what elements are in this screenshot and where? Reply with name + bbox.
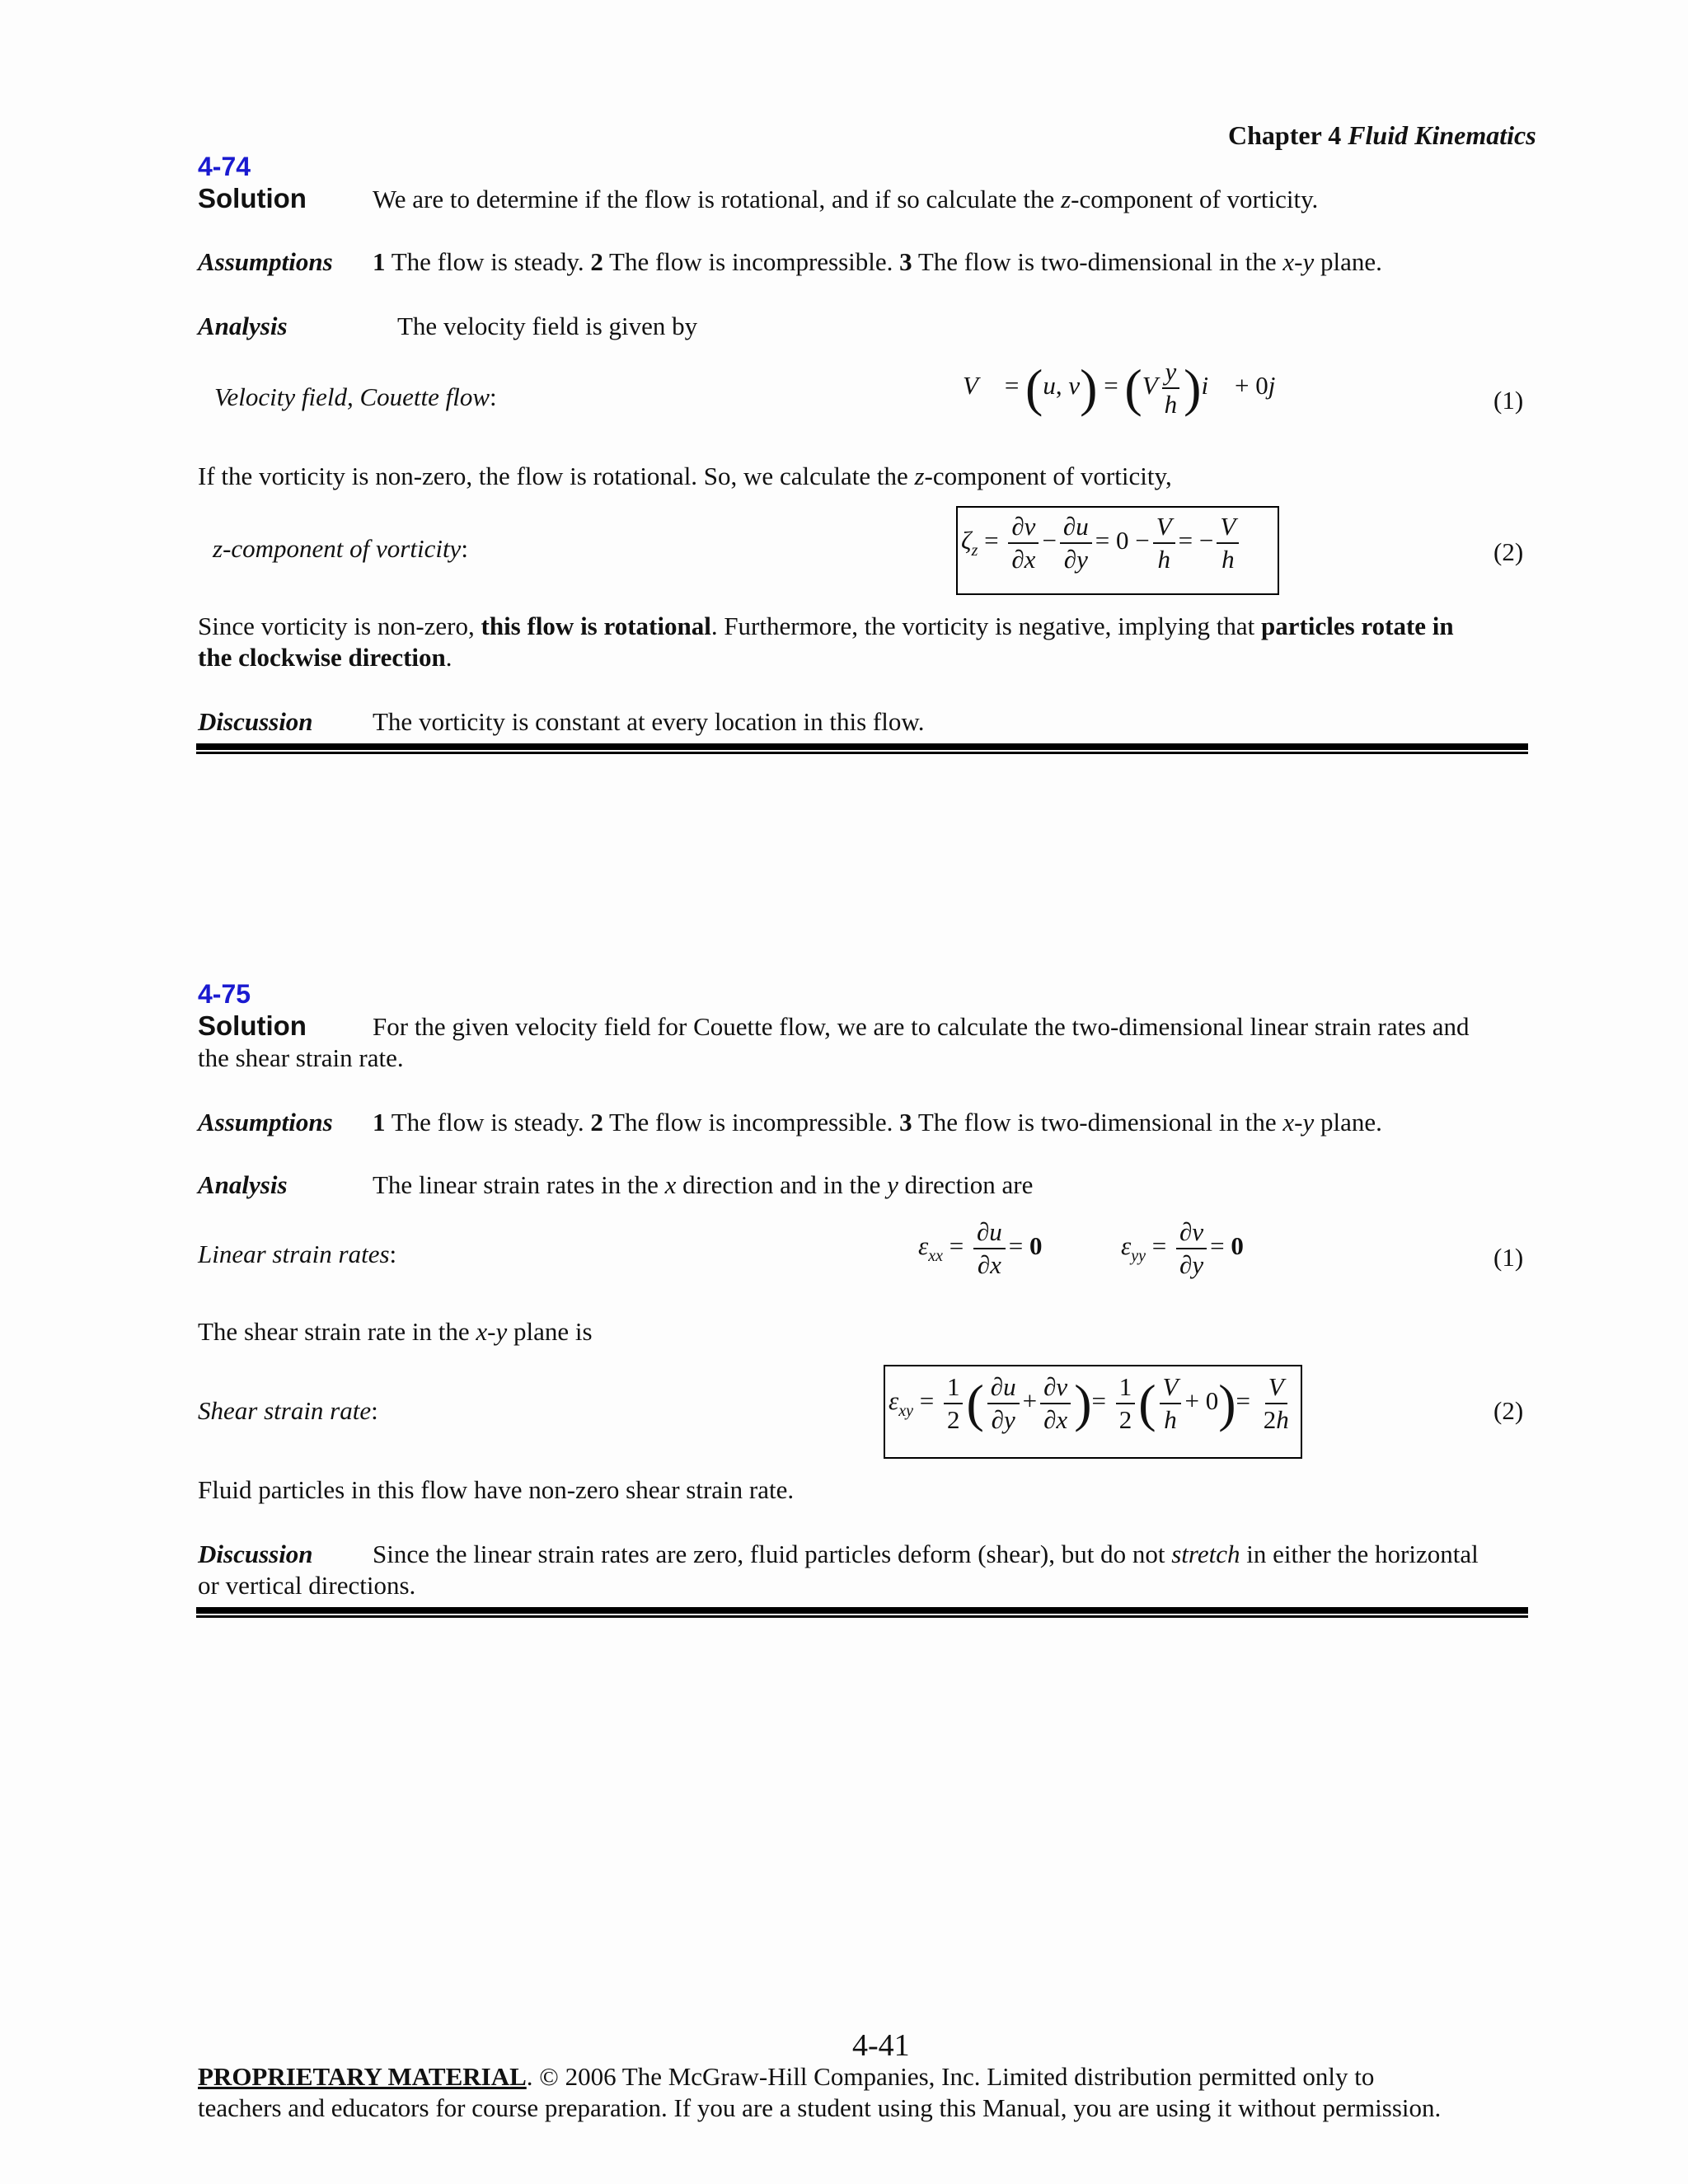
section-divider — [196, 1607, 1528, 1614]
equation-label: Linear strain rates: — [198, 1240, 397, 1268]
solution-label: Solution — [198, 183, 307, 213]
assumptions-label: Assumptions — [198, 247, 333, 276]
body-text: Fluid particles in this flow have non-zero shear strain rate. — [198, 1475, 795, 1504]
equation-number: (1) — [1493, 1243, 1524, 1272]
discussion-label: Discussion — [198, 707, 313, 736]
discussion-label: Discussion — [198, 1540, 313, 1568]
solution-text-2: the shear strain rate. — [198, 1043, 404, 1072]
vorticity-equation: $\zeta_z$ = $\frac{\partial v}{\partial x}$ − $\frac{\partial u}{\partial y}$ = 0 − $\frac{V}{h}$ = − $\frac{V}{h}$ — [961, 511, 1242, 575]
solution-label: Solution — [198, 1010, 307, 1041]
section-divider — [196, 752, 1528, 754]
body-text: The shear strain rate in the x-y plane is — [198, 1317, 593, 1346]
equation-number: (2) — [1493, 537, 1524, 566]
assumptions-text: 1 The flow is steady. 2 The flow is incompressible. 3 The flow is two-dimensional in the x-y plane. — [373, 1108, 1382, 1137]
equation-number: (2) — [1493, 1396, 1524, 1425]
chapter-title: Fluid Kinematics — [1348, 120, 1536, 150]
discussion-text: Since the linear strain rates are zero, fluid particles deform (shear), but do not stretch in either the horizontal — [373, 1540, 1479, 1568]
section-divider — [196, 743, 1528, 750]
section-divider — [196, 1615, 1528, 1618]
copyright-line-2: teachers and educators for course preparation. If you are a student using this Manual, you are using it without permission. — [198, 2093, 1442, 2122]
linear-strain-equation: $\varepsilon_{xx}$ = $\frac{\partial u}{\partial x}$ = 0 $\varepsilon_{yy}$ = $\frac{\partial v}{\partial y}$ = 0 — [918, 1217, 1244, 1279]
velocity-equation: V⃗ = (u, v) = (V $\frac{y}{h}$ )i⃗ + 0j⃗ — [963, 357, 1296, 419]
chapter-header — [1228, 120, 1536, 151]
solution-text: For the given velocity field for Couette flow, we are to calculate the two-dimensional linear strain rates and — [373, 1012, 1470, 1041]
conclusion-text: Since vorticity is non-zero, this flow is rotational. Furthermore, the vorticity is negative, implying that particles rotate in — [198, 612, 1454, 640]
analysis-text: The linear strain rates in the x direction and in the y direction are — [373, 1170, 1034, 1199]
equation-label: Velocity field, Couette flow: — [214, 382, 497, 411]
analysis-label: Analysis — [198, 312, 288, 340]
analysis-label: Analysis — [198, 1170, 288, 1199]
equation-number: (1) — [1493, 386, 1524, 415]
equation-label: Shear strain rate: — [198, 1396, 378, 1425]
conclusion-text-2: the clockwise direction. — [198, 643, 452, 672]
problem-number: 4-74 — [198, 152, 251, 181]
copyright-line-1: PROPRIETARY MATERIAL. © 2006 The McGraw-Hill Companies, Inc. Limited distribution permitted only to — [198, 2062, 1375, 2091]
page-number: 4-41 — [852, 2028, 910, 2063]
analysis-text: The velocity field is given by — [397, 312, 698, 340]
equation-label: z-component of vorticity: — [213, 534, 468, 563]
assumptions-label: Assumptions — [198, 1108, 333, 1137]
discussion-text-2: or vertical directions. — [198, 1571, 416, 1600]
discussion-text: The vorticity is constant at every location in this flow. — [373, 707, 925, 736]
chapter-label: Chapter 4 — [1228, 120, 1342, 150]
shear-strain-equation: $\varepsilon_{xy}$ = $\frac{1}{2}$ ( $\frac{\partial u}{\partial y}$ + $\frac{\partial v}{\partial x}$ )= $\frac{1}{2}$ ( $\frac{V}{h}$ + 0)= $\frac{V}{2h}$ — [889, 1372, 1289, 1434]
body-text: If the vorticity is non-zero, the flow is rotational. So, we calculate the z-component of vorticity, — [198, 462, 1172, 490]
solution-text: We are to determine if the flow is rotational, and if so calculate the z-component of vorticity. — [373, 185, 1319, 213]
problem-number: 4-75 — [198, 979, 251, 1009]
assumptions-text: 1 The flow is steady. 2 The flow is incompressible. 3 The flow is two-dimensional in the x-y plane. — [373, 247, 1382, 276]
